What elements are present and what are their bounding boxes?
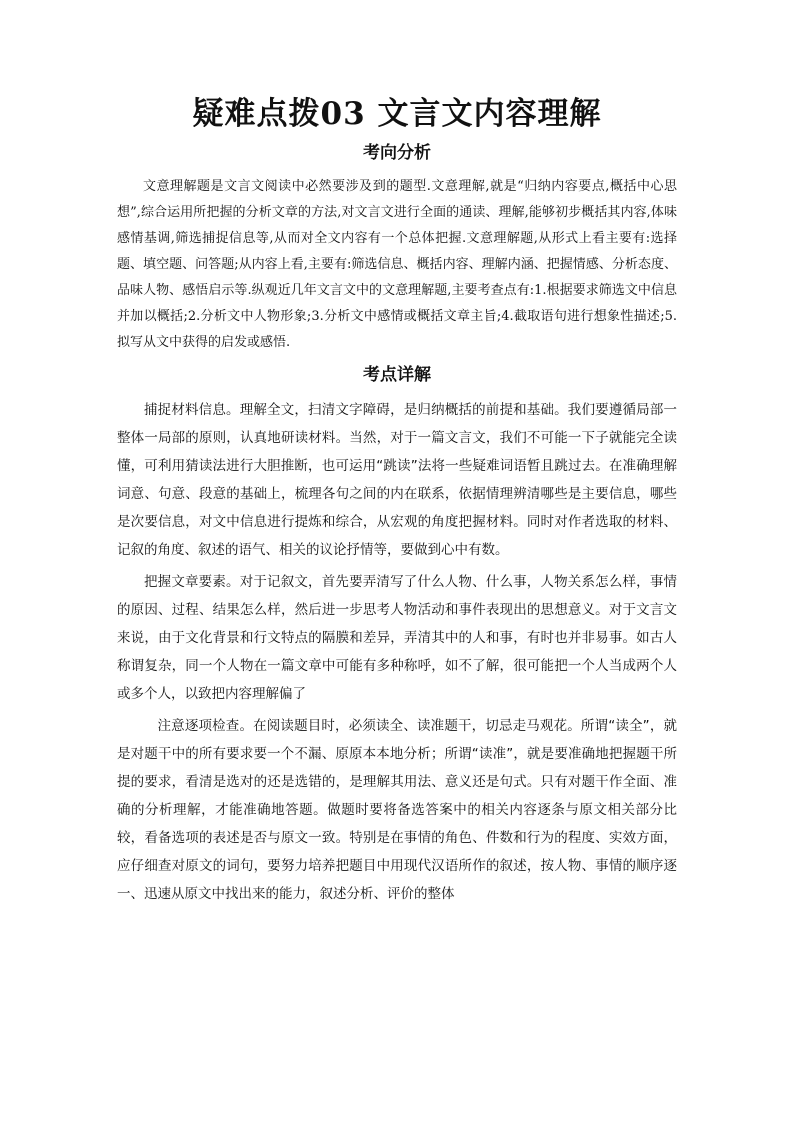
section-heading-details: 考点详解: [363, 365, 431, 385]
section-analysis: [117, 140, 677, 356]
section-details: [117, 362, 677, 908]
details-paragraph-check-items: 注意逐项检查。在阅读题目时，必须读全、读准题干，切忌走马观花。所谓“读全”，就是对题干中的所有要求要一个不漏、原原本本地分析；所谓“读准”，就是要准确地把握题干所提的要求，看清是选对的还是选错的，是理解其用法、意义还是句式。只有对题干作全面、准确的分析理解，才能准确地答题。做题时要将备选答案中的相关内容逐条与原文相关部分比较，看备选项的表述是否与原文一致。特别是在事情的角色、件数和行为的程度、实效方面，应仔细查对原文的词句，要努力培养把题目中用现代汉语所作的叙述，按人物、事情的顺序逐一、迅速从原文中找出来的能力，叙述分析、评价的整体: [117, 718, 677, 902]
details-paragraph-grasp-elements: 把握文章要素。对于记叙文，首先要弄清写了什么人物、什么事，人物关系怎么样，事情的原因、过程、结果怎么样，然后进一步思考人物活动和事件表现出的思想意义。对于文言文来说，由于文化背景和行文特点的隔膜和差异，弄清其中的人和事，有时也并非易事。如古人称谓复杂，同一个人物在一篇文章中可能有多种称呼，如不了解，很可能把一个人当成两个人或多个人，以致把内容理解偏了: [117, 574, 677, 702]
analysis-paragraph: 文意理解题是文言文阅读中必然要涉及到的题型.文意理解,就是“归纳内容要点,概括中心思想”,综合运用所把握的分析文章的方法,对文言文进行全面的通读、理解,能够初步概括其内容,体味感情基调,筛选捕捉信息等,从而对全文内容有一个总体把握.文意理解题,从形式上看主要有:选择题、填空题、问答题;从内容上看,主要有:筛选信息、概括内容、理解内涵、把握情感、分析态度、品味人物、感悟启示等.纵观近几年文言文中的文意理解题,主要考查点有:1.根据要求筛选文中信息并加以概括;2.分析文中人物形象;3.分析文中感情或概括文章主旨;4.截取语句进行想象性描述;5.拟写从文中获得的启发或感悟.: [117, 179, 677, 350]
section-heading-analysis: 考向分析: [363, 143, 431, 163]
document-title: 疑难点拨03 文言文内容理解: [192, 96, 602, 132]
details-paragraph-capture-info: 捕捉材料信息。理解全文，扫清文字障碍，是归纳概括的前提和基础。我们要遵循局部一整体一局部的原则，认真地研读材料。当然，对于一篇文言文，我们不可能一下子就能完全读懂，可利用猜读法进行大胆推断，也可运用“跳读”法将一些疑难词语暂且跳过去。在准确理解词意、句意、段意的基础上，梳理各句之间的内在联系，依据情理辨清哪些是主要信息，哪些是次要信息，对文中信息进行提炼和综合，从宏观的角度把握材料。同时对作者选取的材料、记叙的角度、叙述的语气、相关的议论抒情等，要做到心中有数。: [117, 402, 677, 558]
document-page: [117, 92, 677, 908]
